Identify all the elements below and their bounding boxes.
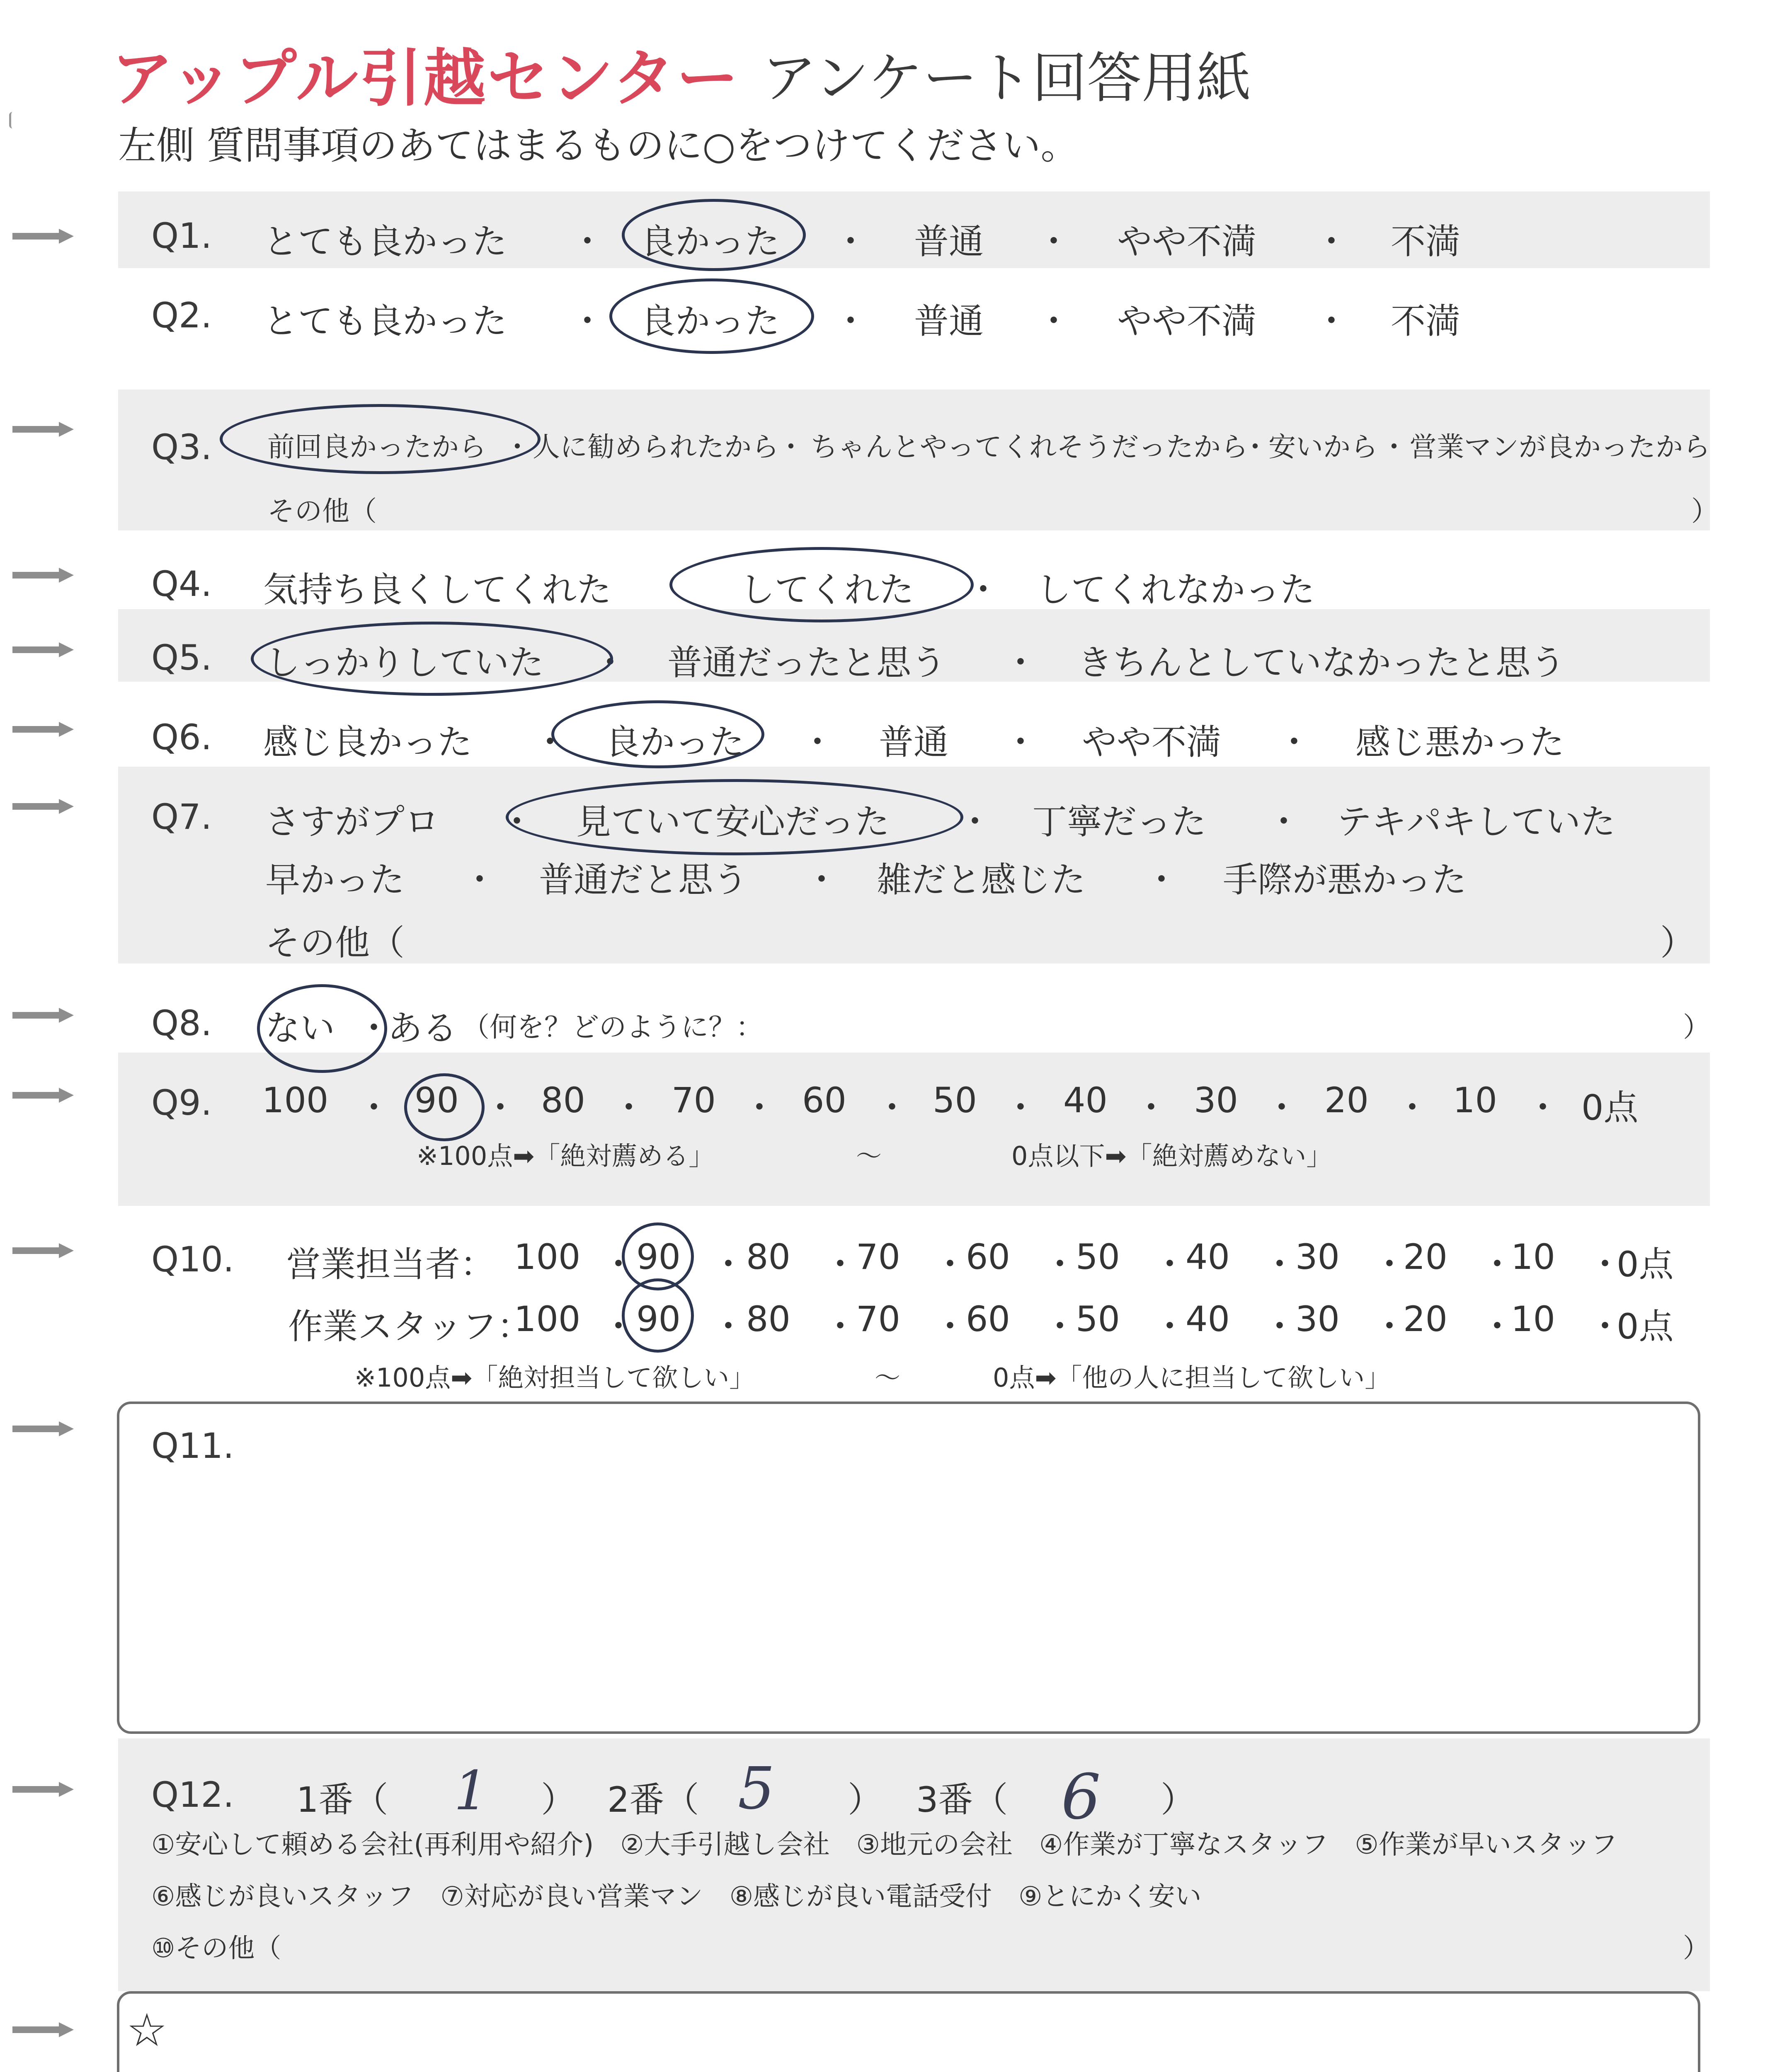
separator-dot: ・ — [1380, 431, 1408, 463]
separator-dot: ・ — [875, 1087, 910, 1128]
q2-option-5[interactable]: 不満 — [1391, 301, 1461, 341]
q6-selection-circle — [551, 700, 764, 768]
q10-sales-score-2[interactable]: 80 — [746, 1237, 790, 1277]
arrow-icon — [12, 2022, 75, 2037]
q1-selection-circle — [622, 199, 806, 271]
q5-option-2[interactable]: 普通だったと思う — [667, 642, 946, 683]
q5-selection-circle — [251, 622, 613, 696]
q3-option-1[interactable]: 前回良かったから — [267, 431, 486, 463]
q1-option-3[interactable]: 普通 — [914, 221, 984, 262]
q7-selection-circle — [506, 779, 963, 855]
separator-dot: ・ — [711, 1306, 746, 1347]
separator-dot: ・ — [958, 801, 993, 842]
arrow-icon — [12, 229, 75, 244]
q8-selection-circle — [257, 984, 387, 1073]
q12-rank2-label: 2番（ — [607, 1779, 699, 1820]
separator-dot: ・ — [1314, 301, 1349, 341]
arrow-icon — [12, 1243, 75, 1258]
q8-prompt: （何を？どのように？： — [462, 1011, 763, 1043]
q1-option-4[interactable]: やや不満 — [1117, 221, 1257, 262]
q4-option-no[interactable]: してくれなかった — [1036, 569, 1315, 610]
q1-option-2[interactable]: 良かった — [640, 221, 780, 262]
q12-rank2-answer[interactable]: 5 — [738, 1755, 775, 1823]
separator-dot: ・ — [804, 859, 839, 900]
separator-dot: ・ — [499, 801, 535, 842]
separator-dot: ・ — [533, 722, 568, 762]
q8-label: Q8. — [151, 1003, 212, 1043]
separator-dot: ・ — [1588, 1244, 1623, 1285]
q10-staff-score-6[interactable]: 40 — [1186, 1299, 1230, 1339]
arrow-icon — [12, 722, 75, 737]
q2-option-2[interactable]: 良かった — [640, 301, 780, 341]
q4-statement: 気持ち良くしてくれた — [263, 569, 612, 610]
q5-option-1[interactable]: しっかりしていた — [265, 642, 544, 683]
separator-dot: ・ — [800, 722, 835, 762]
q1-label: Q1. — [151, 215, 212, 256]
q9-score-80[interactable]: 80 — [541, 1080, 585, 1121]
q8-close: ） — [1683, 1011, 1710, 1043]
q6-option-1[interactable]: 感じ良かった — [263, 722, 473, 762]
separator-dot: ・ — [356, 1008, 392, 1048]
arrow-icon — [12, 799, 75, 814]
q12-choices-row2: ⑥感じが良いスタッフ ⑦対応が良い営業マン ⑧感じが良い電話受付 ⑨とにかく安い — [151, 1881, 1202, 1912]
separator-dot: ・ — [1372, 1244, 1407, 1285]
q9-score-30[interactable]: 30 — [1194, 1080, 1238, 1121]
arrow-icon — [12, 422, 75, 437]
q9-note-right: 0点以下➡「絶対薦めない」 — [1011, 1141, 1332, 1171]
separator-dot: ・ — [966, 569, 1001, 610]
q9-score-0[interactable]: 0点 — [1581, 1087, 1639, 1128]
separator-dot: ・ — [933, 1306, 968, 1347]
q10-tilde: 〜 — [875, 1363, 901, 1393]
q10-staff-score-9[interactable]: 10 — [1511, 1299, 1555, 1339]
arrow-icon — [12, 1782, 75, 1797]
q4-selection-circle — [669, 547, 974, 622]
q6-option-4[interactable]: やや不満 — [1082, 722, 1222, 762]
arrow-icon — [12, 642, 75, 657]
q7-option-6[interactable]: 普通だと思う — [539, 859, 748, 900]
q1-option-5[interactable]: 不満 — [1391, 221, 1461, 262]
arrow-icon — [12, 1421, 75, 1436]
separator-dot: ・ — [1277, 722, 1312, 762]
q10-staff-score-8[interactable]: 20 — [1403, 1299, 1447, 1339]
separator-dot: ・ — [1266, 801, 1302, 842]
separator-dot: ・ — [1152, 1306, 1188, 1347]
q3-other-close: ） — [1691, 495, 1719, 527]
q10-staff-selection-circle — [622, 1278, 694, 1353]
q12-choices-row3: ⑩その他（ — [151, 1933, 281, 1964]
q8-option-yes[interactable]: ある — [388, 1008, 458, 1048]
separator-dot: ・ — [356, 1087, 392, 1128]
q12-rank3-label: 3番（ — [916, 1779, 1008, 1820]
separator-dot: ・ — [483, 1087, 518, 1128]
q7-label: Q7. — [151, 796, 212, 837]
separator-dot: ・ — [601, 1244, 636, 1285]
q12-choices-close: ） — [1683, 1933, 1709, 1964]
q10-sales-score-6[interactable]: 40 — [1186, 1237, 1230, 1277]
q10-label: Q10. — [151, 1239, 234, 1280]
q10-staff-label: 作業スタッフ： — [288, 1306, 532, 1347]
q9-tilde: 〜 — [856, 1141, 882, 1171]
q12-rank1-close: ） — [541, 1779, 576, 1820]
q12-rank1-label: 1番（ — [296, 1779, 388, 1820]
arrow-icon — [12, 1008, 75, 1023]
q3-option-4[interactable]: 安いから — [1268, 431, 1378, 463]
separator-dot: ・ — [1262, 1306, 1297, 1347]
q10-staff-score-1[interactable]: 90 — [636, 1299, 681, 1339]
q9-score-50[interactable]: 50 — [933, 1080, 977, 1121]
separator-dot: ・ — [833, 221, 868, 262]
q9-note-left: ※100点➡「絶対薦める」 — [417, 1141, 715, 1171]
q10-sales-score-4[interactable]: 60 — [966, 1237, 1010, 1277]
q6-option-5[interactable]: 感じ悪かった — [1355, 722, 1565, 762]
q10-sales-score-9[interactable]: 10 — [1511, 1237, 1555, 1277]
separator-dot: ・ — [1262, 1244, 1297, 1285]
separator-dot: ・ — [1588, 1306, 1623, 1347]
separator-dot: ・ — [1003, 722, 1038, 762]
q11-answer-box[interactable] — [117, 1402, 1700, 1734]
separator-dot: ・ — [823, 1306, 858, 1347]
q10-sales-score-1[interactable]: 90 — [636, 1237, 681, 1277]
separator-dot: ・ — [777, 431, 805, 463]
q10-staff-score-10[interactable]: 0点 — [1617, 1306, 1674, 1347]
free-comment-box[interactable] — [117, 1991, 1700, 2072]
q11-label: Q11. — [151, 1426, 234, 1466]
instruction-text: 左側 質問事項のあてはまるものに○をつけてください。 — [118, 123, 1079, 168]
arrow-icon — [12, 568, 75, 583]
q7-option-8[interactable]: 手際が悪かった — [1223, 859, 1467, 900]
q12-rank1-answer[interactable]: 1 — [454, 1759, 488, 1822]
separator-dot: ・ — [1043, 1244, 1078, 1285]
q12-rank3-answer[interactable]: 6 — [1061, 1761, 1101, 1833]
q10-sales-score-0[interactable]: 100 — [514, 1237, 581, 1277]
q7-other-label: その他（ — [265, 922, 405, 963]
q9-score-20[interactable]: 20 — [1324, 1080, 1369, 1121]
separator-dot: ・ — [1043, 1306, 1078, 1347]
arrow-icon — [12, 1088, 75, 1103]
separator-dot: ・ — [570, 301, 605, 341]
separator-dot: ・ — [570, 221, 605, 262]
q7-option-4[interactable]: テキパキしていた — [1337, 801, 1616, 842]
q7-option-3[interactable]: 丁寧だった — [1032, 801, 1207, 842]
separator-dot: ・ — [593, 642, 628, 683]
separator-dot: ・ — [1525, 1087, 1561, 1128]
q9-score-100[interactable]: 100 — [262, 1080, 329, 1121]
separator-dot: ・ — [833, 301, 868, 341]
q3-option-2[interactable]: 人に勧められたから — [533, 431, 779, 463]
q3-label: Q3. — [151, 427, 212, 467]
separator-dot: ・ — [1036, 221, 1072, 262]
q1-option-1[interactable]: とても良かった — [263, 221, 507, 262]
separator-dot: ・ — [462, 859, 497, 900]
q3-other-label: その他（ — [267, 495, 377, 527]
q12-choices-row1: ①安心して頼める会社(再利用や紹介) ②大手引越し会社 ③地元の会社 ④作業が丁寧なスタッフ ⑤作業が早いスタッフ — [151, 1830, 1617, 1860]
q10-sales-score-3[interactable]: 70 — [856, 1237, 900, 1277]
q5-option-3[interactable]: きちんとしていなかったと思う — [1078, 642, 1566, 683]
q10-note-left: ※100点➡「絶対担当して欲しい」 — [354, 1363, 755, 1393]
separator-dot: ・ — [1314, 221, 1349, 262]
q8-option-no[interactable]: ない — [265, 1008, 335, 1048]
q10-sales-score-7[interactable]: 30 — [1295, 1237, 1340, 1277]
separator-dot: ・ — [742, 1087, 777, 1128]
q6-option-2[interactable]: 良かった — [605, 722, 745, 762]
separator-dot: ・ — [1480, 1244, 1515, 1285]
q9-score-10[interactable]: 10 — [1453, 1080, 1497, 1121]
q2-option-4[interactable]: やや不満 — [1117, 301, 1257, 341]
q10-sales-label: 営業担当者： — [286, 1244, 495, 1285]
brand-logo: アップル引越センター — [111, 43, 740, 115]
q7-other-close: ） — [1660, 922, 1695, 963]
q10-staff-score-7[interactable]: 30 — [1295, 1299, 1340, 1339]
q5-label: Q5. — [151, 637, 212, 678]
q10-sales-score-5[interactable]: 50 — [1076, 1237, 1120, 1277]
star-icon: ☆ — [126, 2004, 167, 2057]
q2-label: Q2. — [151, 295, 212, 336]
separator-dot: ・ — [1003, 1087, 1038, 1128]
separator-dot: ・ — [823, 1244, 858, 1285]
q6-label: Q6. — [151, 717, 212, 758]
q3-option-3[interactable]: ちゃんとやってくれそうだったから — [810, 431, 1248, 463]
separator-dot: ・ — [1036, 301, 1072, 341]
q10-sales-score-8[interactable]: 20 — [1403, 1237, 1447, 1277]
separator-dot: ・ — [1395, 1087, 1430, 1128]
separator-dot: ・ — [504, 431, 531, 463]
q9-score-70[interactable]: 70 — [672, 1080, 716, 1121]
q12-rank3-close: ） — [1161, 1779, 1196, 1820]
q9-score-60[interactable]: 60 — [802, 1080, 846, 1121]
separator-dot: ・ — [1003, 642, 1038, 683]
q9-label: Q9. — [151, 1082, 212, 1123]
form-title: アンケート回答用紙 — [762, 46, 1251, 110]
q3-selection-circle — [220, 404, 541, 474]
q10-staff-score-0[interactable]: 100 — [514, 1299, 581, 1339]
separator-dot: ・ — [1264, 1087, 1300, 1128]
q12-label: Q12. — [151, 1774, 234, 1815]
q2-selection-circle — [609, 278, 814, 354]
q4-label: Q4. — [151, 564, 212, 604]
q2-option-3[interactable]: 普通 — [914, 301, 984, 341]
q10-sales-score-10[interactable]: 0点 — [1617, 1244, 1674, 1285]
separator-dot: ・ — [711, 1244, 746, 1285]
q12-rank2-close: ） — [848, 1779, 883, 1820]
separator-dot: ・ — [1144, 859, 1179, 900]
q10-staff-score-4[interactable]: 60 — [966, 1299, 1010, 1339]
q2-option-1[interactable]: とても良かった — [263, 301, 507, 341]
q9-score-40[interactable]: 40 — [1063, 1080, 1108, 1121]
q9-score-90[interactable]: 90 — [415, 1080, 459, 1121]
q7-option-7[interactable]: 雑だと感じた — [877, 859, 1086, 900]
q10-staff-score-2[interactable]: 80 — [746, 1299, 790, 1339]
q7-option-5[interactable]: 早かった — [265, 859, 405, 900]
separator-dot: ・ — [611, 1087, 647, 1128]
q7-option-1[interactable]: さすがプロ — [265, 801, 440, 842]
q10-staff-score-5[interactable]: 50 — [1076, 1299, 1120, 1339]
separator-dot: ・ — [1241, 431, 1269, 463]
separator-dot: ・ — [1152, 1244, 1188, 1285]
separator-dot: ・ — [601, 1306, 636, 1347]
separator-dot: ・ — [1372, 1306, 1407, 1347]
q7-option-2[interactable]: 見ていて安心だった — [576, 801, 890, 842]
q3-option-5[interactable]: 営業マンが良かったから — [1409, 431, 1710, 463]
q9-selection-circle — [404, 1073, 485, 1141]
q10-note-right: 0点➡「他の人に担当して欲しい」 — [993, 1363, 1391, 1393]
q10-staff-score-3[interactable]: 70 — [856, 1299, 900, 1339]
separator-dot: ・ — [933, 1244, 968, 1285]
separator-dot: ・ — [1480, 1306, 1515, 1347]
separator-dot: ・ — [1134, 1087, 1169, 1128]
scan-mark — [9, 112, 17, 128]
q6-option-3[interactable]: 普通 — [879, 722, 949, 762]
q4-option-yes[interactable]: してくれた — [740, 569, 914, 610]
